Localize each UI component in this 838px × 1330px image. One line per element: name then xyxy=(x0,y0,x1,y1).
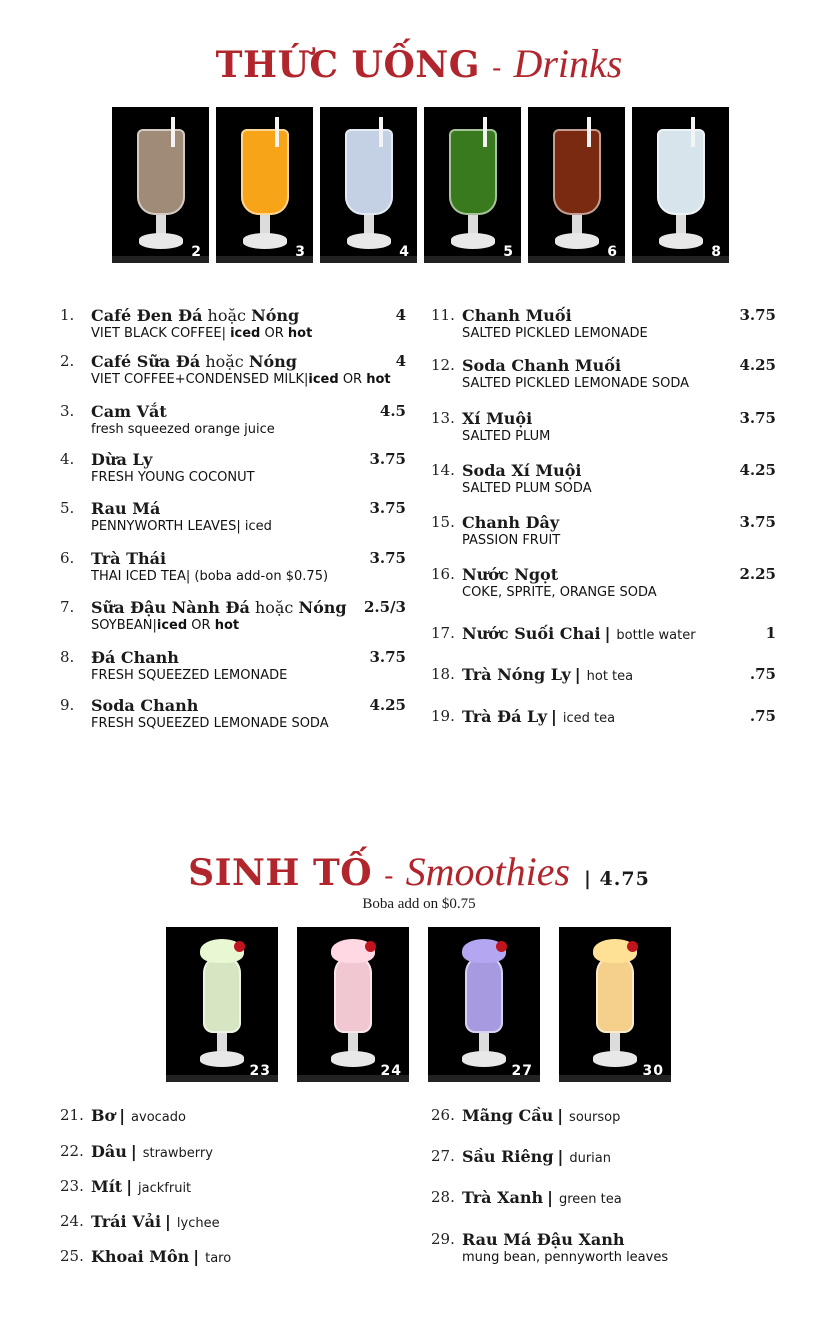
glass-stem-icon xyxy=(156,215,166,235)
photo-number: 2 xyxy=(191,244,202,260)
drink-photo xyxy=(559,927,671,1082)
menu-item xyxy=(431,1188,776,1228)
glass-stem-icon xyxy=(610,1033,620,1053)
item-separator: | xyxy=(165,1212,171,1231)
smoothies-title-dash: - xyxy=(384,859,394,892)
boba-note: Boba add on $0.75 xyxy=(362,896,476,912)
item-name-viet: Rau Má Đậu Xanh xyxy=(462,1230,625,1249)
item-price: 3.75 xyxy=(369,648,406,666)
smoothies-photo-strip xyxy=(166,927,671,1082)
item-number: 9. xyxy=(60,696,75,714)
glass-stem-icon xyxy=(364,215,374,235)
item-price: 4.5 xyxy=(379,402,406,420)
item-name-viet: Rau Má xyxy=(91,499,161,518)
item-name-or: hoặc xyxy=(207,306,246,325)
item-name xyxy=(462,1106,620,1125)
item-name-viet: Trà Đá Ly xyxy=(462,707,548,726)
drink-photo xyxy=(632,107,729,263)
item-desc-text: SOYBEAN| xyxy=(91,618,157,633)
item-name xyxy=(91,598,347,617)
menu-item xyxy=(431,565,776,605)
glass-base-icon xyxy=(451,233,495,249)
item-name-viet: Dừa Ly xyxy=(91,450,153,469)
item-name xyxy=(462,356,621,375)
item-name-viet: Soda Chanh Muối xyxy=(462,356,622,375)
jackfruit-smoothie-icon xyxy=(203,955,241,1033)
glass-base-icon xyxy=(462,1051,506,1067)
item-name-viet: Mãng Cầu xyxy=(462,1106,554,1125)
item-number: 8. xyxy=(60,648,75,666)
item-desc-or: OR xyxy=(187,618,215,633)
photo-number: 27 xyxy=(511,1063,533,1079)
item-name-viet: Café Đen Đá xyxy=(91,306,203,325)
item-description: fresh squeezed orange juice xyxy=(91,422,275,437)
item-name-viet: Soda Chanh xyxy=(91,696,199,715)
item-name xyxy=(91,352,297,371)
smoothies-title-eng: Smoothies xyxy=(405,849,571,894)
item-name xyxy=(91,1177,191,1196)
iced-coffee-glass-icon xyxy=(137,129,185,215)
item-description: PASSION FRUIT xyxy=(462,533,561,548)
item-separator: | xyxy=(119,1106,126,1125)
drinks-photo-strip xyxy=(112,107,729,263)
glass-stem-icon xyxy=(572,215,582,235)
straw-icon xyxy=(171,117,175,147)
item-name-viet: Chanh Muối xyxy=(462,306,572,325)
item-description: FRESH SQUEEZED LEMONADE SODA xyxy=(91,716,329,731)
drink-photo xyxy=(320,107,417,263)
item-separator: | xyxy=(130,1142,137,1161)
item-price: 4 xyxy=(395,352,406,370)
item-desc-iced: iced xyxy=(156,618,188,633)
item-price: .75 xyxy=(749,707,776,725)
drink-photo xyxy=(216,107,313,263)
item-name-viet: Trà Nóng Ly xyxy=(462,665,571,684)
item-name-viet: Dâu xyxy=(91,1142,127,1161)
orange-juice-glass-icon xyxy=(241,129,289,215)
menu-item xyxy=(60,648,406,688)
glass-stem-icon xyxy=(260,215,270,235)
drink-photo xyxy=(528,107,625,263)
menu-item xyxy=(431,1147,776,1187)
item-name xyxy=(91,549,166,568)
item-name xyxy=(91,1212,220,1231)
item-name xyxy=(462,1230,624,1249)
item-description: bottle water xyxy=(616,628,696,643)
photo-number: 4 xyxy=(399,244,410,260)
item-name xyxy=(91,1247,231,1266)
item-price: 2.25 xyxy=(739,565,776,583)
photo-number: 24 xyxy=(380,1063,402,1079)
menu-item xyxy=(60,1142,406,1182)
item-separator: | xyxy=(193,1247,200,1266)
glass-base-icon xyxy=(200,1051,244,1067)
item-name-viet: Chanh Dây xyxy=(462,513,560,532)
item-number: 4. xyxy=(60,450,75,468)
item-desc-or: OR xyxy=(260,326,288,341)
item-number: 18. xyxy=(431,665,455,683)
item-number: 11. xyxy=(431,306,455,324)
item-name-viet: Sầu Riêng xyxy=(462,1147,554,1166)
photo-number: 3 xyxy=(295,244,306,260)
item-name xyxy=(462,624,696,643)
item-description: taro xyxy=(205,1251,232,1266)
item-description: durian xyxy=(569,1151,611,1166)
item-number: 1. xyxy=(60,306,75,324)
cherry-icon xyxy=(234,941,245,952)
item-price: 1 xyxy=(765,624,776,642)
item-number: 19. xyxy=(431,707,455,725)
item-name-viet: Xí Muội xyxy=(462,409,533,428)
item-price: 4.25 xyxy=(739,461,776,479)
item-separator: | xyxy=(574,665,581,684)
menu-item xyxy=(60,499,406,539)
item-name-viet: Sữa Đậu Nành Đá xyxy=(91,598,250,617)
item-number: 17. xyxy=(431,624,455,642)
item-name-viet: Trái Vải xyxy=(91,1212,162,1231)
item-number: 6. xyxy=(60,549,75,567)
menu-item xyxy=(60,352,406,392)
item-name xyxy=(462,461,582,480)
drinks-title-eng: Drinks xyxy=(513,41,623,86)
item-description: SALTED PLUM xyxy=(462,429,551,444)
item-name xyxy=(462,1147,611,1166)
thai-tea-glass-icon xyxy=(553,129,601,215)
item-description: mung bean, pennyworth leaves xyxy=(462,1250,669,1265)
item-price: 2.5/3 xyxy=(363,598,406,616)
photo-number: 8 xyxy=(711,244,722,260)
glass-base-icon xyxy=(347,233,391,249)
item-separator: | xyxy=(557,1106,564,1125)
photo-number: 23 xyxy=(249,1063,271,1079)
item-name-viet: Trà Thái xyxy=(91,549,167,568)
menu-item xyxy=(431,409,776,449)
menu-item xyxy=(431,513,776,553)
lychee-smoothie-icon xyxy=(334,955,372,1033)
straw-icon xyxy=(587,117,591,147)
item-separator: | xyxy=(557,1147,564,1166)
item-description: SALTED PICKLED LEMONADE xyxy=(462,326,648,341)
glass-stem-icon xyxy=(348,1033,358,1053)
glass-stem-icon xyxy=(479,1033,489,1053)
item-name xyxy=(91,306,299,325)
item-name-alt: Nóng xyxy=(248,352,297,371)
item-name-viet: Bơ xyxy=(91,1106,116,1125)
item-name xyxy=(91,450,152,469)
item-description: avocado xyxy=(131,1110,186,1125)
item-number: 26. xyxy=(431,1106,455,1124)
item-desc-text: VIET BLACK COFFEE| xyxy=(91,326,231,341)
menu-item xyxy=(431,707,776,747)
item-description xyxy=(91,326,312,341)
item-name-viet: Cam Vắt xyxy=(91,402,167,421)
item-desc-hot: hot xyxy=(366,372,391,387)
straw-icon xyxy=(483,117,487,147)
item-separator: | xyxy=(551,707,557,726)
glass-stem-icon xyxy=(676,215,686,235)
drink-photo xyxy=(424,107,521,263)
item-number: 3. xyxy=(60,402,75,420)
item-name xyxy=(462,565,558,584)
menu-item xyxy=(60,1212,406,1252)
coconut-drink-glass-icon xyxy=(345,129,393,215)
menu-item xyxy=(431,461,776,501)
drinks-title-viet: THỨC UỐNG xyxy=(215,44,480,86)
smoothies-title-viet: SINH TỐ xyxy=(188,852,373,894)
straw-icon xyxy=(379,117,383,147)
item-description xyxy=(91,372,391,387)
item-desc-hot: hot xyxy=(214,618,240,633)
item-desc-or: OR xyxy=(338,372,367,387)
item-name-viet: Khoai Môn xyxy=(91,1247,190,1266)
glass-base-icon xyxy=(659,233,703,249)
item-price: 3.75 xyxy=(739,409,776,427)
menu-item xyxy=(431,306,776,346)
item-desc-iced: iced xyxy=(308,372,339,387)
menu-item xyxy=(60,450,406,490)
item-price: .75 xyxy=(749,665,776,683)
item-name-or: hoặc xyxy=(205,352,244,371)
item-price: 3.75 xyxy=(369,450,406,468)
item-description: THAI ICED TEA| (boba add-on $0.75) xyxy=(91,569,329,584)
item-name-viet: Nước Suối Chai xyxy=(462,624,601,643)
item-name-viet: Soda Xí Muội xyxy=(462,461,582,480)
menu-item xyxy=(60,549,406,589)
item-number: 16. xyxy=(431,565,455,583)
item-number: 7. xyxy=(60,598,75,616)
item-description: iced tea xyxy=(562,711,616,726)
item-name xyxy=(91,1142,213,1161)
item-name xyxy=(91,648,179,667)
item-description: FRESH YOUNG COCONUT xyxy=(91,470,255,485)
smoothies-title xyxy=(0,848,838,895)
item-desc-text: VIET COFFEE+CONDENSED MILK| xyxy=(91,372,309,387)
mango-smoothie-icon xyxy=(596,955,634,1033)
menu-item xyxy=(431,1106,776,1146)
item-number: 13. xyxy=(431,409,455,427)
straw-icon xyxy=(691,117,695,147)
item-price: 3.75 xyxy=(369,499,406,517)
item-description: FRESH SQUEEZED LEMONADE xyxy=(91,668,288,683)
item-name xyxy=(462,306,572,325)
item-price: 4.25 xyxy=(369,696,406,714)
durian-smoothie-icon xyxy=(465,955,503,1033)
item-number: 5. xyxy=(60,499,75,517)
drink-photo xyxy=(166,927,278,1082)
menu-item xyxy=(60,1177,406,1217)
menu-item xyxy=(60,1106,406,1146)
drinks-title xyxy=(0,40,838,87)
drink-photo xyxy=(297,927,409,1082)
item-description: COKE, SPRITE, ORANGE SODA xyxy=(462,585,657,600)
item-name xyxy=(462,707,615,726)
item-number: 14. xyxy=(431,461,455,479)
glass-base-icon xyxy=(555,233,599,249)
glass-stem-icon xyxy=(217,1033,227,1053)
item-desc-iced: iced xyxy=(230,326,261,341)
drinks-title-dash: - xyxy=(491,51,502,84)
item-description: strawberry xyxy=(142,1146,213,1161)
item-description: SALTED PICKLED LEMONADE SODA xyxy=(462,376,690,391)
menu-item xyxy=(60,598,406,638)
item-number: 23. xyxy=(60,1177,84,1195)
item-description: lychee xyxy=(176,1216,220,1231)
item-separator: | xyxy=(126,1177,133,1196)
photo-number: 6 xyxy=(607,244,618,260)
menu-item xyxy=(431,624,776,664)
item-number: 2. xyxy=(60,352,75,370)
item-number: 22. xyxy=(60,1142,84,1160)
item-name xyxy=(91,1106,186,1125)
photo-number: 30 xyxy=(642,1063,664,1079)
menu-item xyxy=(60,402,406,442)
item-name xyxy=(91,402,167,421)
item-number: 29. xyxy=(431,1230,455,1248)
item-number: 25. xyxy=(60,1247,84,1265)
item-name xyxy=(91,696,198,715)
item-price: 3.75 xyxy=(739,306,776,324)
item-name xyxy=(462,665,633,684)
item-price: 3.75 xyxy=(369,549,406,567)
drink-photo xyxy=(112,107,209,263)
menu-item xyxy=(60,1247,406,1287)
cherry-icon xyxy=(627,941,638,952)
item-description: soursop xyxy=(569,1110,621,1125)
item-price: 4 xyxy=(395,306,406,324)
item-name xyxy=(462,513,559,532)
glass-base-icon xyxy=(593,1051,637,1067)
item-name-viet: Café Sữa Đá xyxy=(91,352,201,371)
item-description: hot tea xyxy=(586,669,634,684)
item-number: 27. xyxy=(431,1147,455,1165)
item-description: PENNYWORTH LEAVES| iced xyxy=(91,519,272,534)
glass-base-icon xyxy=(243,233,287,249)
item-name-viet: Trà Xanh xyxy=(462,1188,544,1207)
glass-base-icon xyxy=(331,1051,375,1067)
item-price: 3.75 xyxy=(739,513,776,531)
item-separator: | xyxy=(547,1188,553,1207)
straw-icon xyxy=(275,117,279,147)
menu-item xyxy=(431,665,776,705)
item-name-alt: Nóng xyxy=(298,598,347,617)
item-name-or: hoặc xyxy=(254,598,294,617)
smoothies-price: | 4.75 xyxy=(584,868,650,890)
item-name xyxy=(462,409,532,428)
item-number: 24. xyxy=(60,1212,84,1230)
item-description xyxy=(91,618,239,633)
menu-item xyxy=(431,356,776,396)
item-name xyxy=(462,1188,622,1207)
menu-item xyxy=(431,1230,776,1270)
item-name xyxy=(91,499,160,518)
item-name-viet: Mít xyxy=(91,1177,123,1196)
item-number: 15. xyxy=(431,513,455,531)
item-name-viet: Đá Chanh xyxy=(91,648,179,667)
glass-base-icon xyxy=(139,233,183,249)
item-name-viet: Nước Ngọt xyxy=(462,565,559,584)
item-separator: | xyxy=(604,624,611,643)
cherry-icon xyxy=(365,941,376,952)
item-number: 28. xyxy=(431,1188,455,1206)
pennywort-drink-glass-icon xyxy=(449,129,497,215)
item-description: SALTED PLUM SODA xyxy=(462,481,592,496)
item-number: 21. xyxy=(60,1106,84,1124)
lemonade-glass-icon xyxy=(657,129,705,215)
item-description: jackfruit xyxy=(138,1181,192,1196)
item-desc-hot: hot xyxy=(287,326,313,341)
item-name-alt: Nóng xyxy=(251,306,300,325)
photo-number: 5 xyxy=(503,244,514,260)
drink-photo xyxy=(428,927,540,1082)
menu-item xyxy=(60,306,406,346)
item-description: green tea xyxy=(559,1192,622,1207)
glass-stem-icon xyxy=(468,215,478,235)
item-price: 4.25 xyxy=(739,356,776,374)
item-number: 12. xyxy=(431,356,455,374)
menu-item xyxy=(60,696,406,736)
cherry-icon xyxy=(496,941,507,952)
